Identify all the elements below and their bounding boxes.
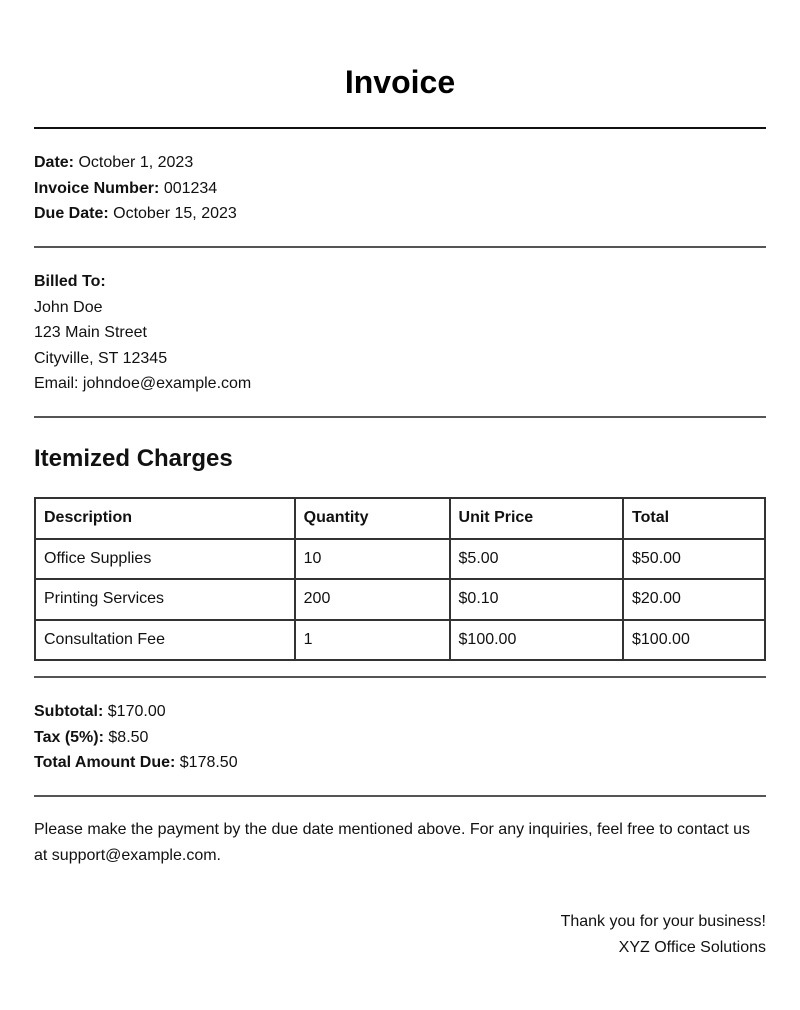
invoice-number-label: Invoice Number: xyxy=(34,179,160,197)
total-due-line xyxy=(34,750,766,776)
summary-section xyxy=(34,699,766,776)
total-due-label: Total Amount Due: xyxy=(34,754,176,771)
itemized-charges-heading: Itemized Charges xyxy=(34,445,233,472)
summary-divider xyxy=(34,795,766,797)
column-header-description: Description xyxy=(35,498,295,539)
date-value: October 1, 2023 xyxy=(78,154,194,171)
table-divider xyxy=(34,676,766,678)
billed-to-label: Billed To: xyxy=(34,273,106,290)
billed-to-email: Email: johndoe@example.com xyxy=(34,375,252,392)
row-quantity: 1 xyxy=(295,620,450,661)
row-unit-price: $5.00 xyxy=(450,539,623,580)
billing-divider xyxy=(34,416,766,418)
column-header-quantity: Quantity xyxy=(295,498,450,539)
tax-label: Tax (5%): xyxy=(34,728,104,746)
title-divider xyxy=(34,127,766,129)
invoice-meta xyxy=(34,150,766,227)
row-total: $50.00 xyxy=(623,539,765,580)
table-row xyxy=(35,579,765,620)
due-date-value: October 15, 2023 xyxy=(113,205,237,222)
tax-value: $8.50 xyxy=(108,728,149,746)
invoice-page xyxy=(34,0,766,956)
table-header-row xyxy=(35,498,765,539)
row-description: Printing Services xyxy=(35,579,295,620)
row-quantity: 10 xyxy=(295,539,450,580)
date-label: Date: xyxy=(34,154,75,171)
billed-to-section xyxy=(34,269,766,397)
row-description: Consultation Fee xyxy=(35,620,295,661)
subtotal-value: $170.00 xyxy=(107,703,166,720)
row-description: Office Supplies xyxy=(35,539,295,580)
column-header-total: Total xyxy=(623,498,765,539)
invoice-title: Invoice xyxy=(344,64,456,100)
meta-divider xyxy=(34,246,766,248)
tax-line xyxy=(34,725,766,751)
column-header-unit-price: Unit Price xyxy=(450,498,623,539)
charges-table xyxy=(34,497,766,661)
billed-to-city: Cityville, ST 12345 xyxy=(34,349,168,367)
due-date-line xyxy=(34,201,766,227)
subtotal-label: Subtotal: xyxy=(34,703,104,720)
total-due-value: $178.50 xyxy=(179,754,238,771)
payment-note: Please make the payment by the due date mentioned above. For any inquiries, feel free to contact us at support@example.com. xyxy=(34,821,750,864)
company-name: XYZ Office Solutions xyxy=(618,938,766,956)
billed-to-name: John Doe xyxy=(34,298,103,316)
invoice-number-value: 001234 xyxy=(163,179,218,197)
date-line xyxy=(34,150,766,176)
row-unit-price: $0.10 xyxy=(450,579,623,620)
row-total: $20.00 xyxy=(623,579,765,620)
due-date-label: Due Date: xyxy=(34,205,109,222)
row-quantity: 200 xyxy=(295,579,450,620)
row-total: $100.00 xyxy=(623,620,765,661)
signoff xyxy=(34,909,766,960)
thank-you-text: Thank you for your business! xyxy=(560,913,766,930)
subtotal-line xyxy=(34,699,766,725)
table-row xyxy=(35,620,765,661)
row-unit-price: $100.00 xyxy=(450,620,623,661)
table-row xyxy=(35,539,765,580)
invoice-number-line xyxy=(34,176,766,202)
billed-to-street: 123 Main Street xyxy=(34,324,147,341)
